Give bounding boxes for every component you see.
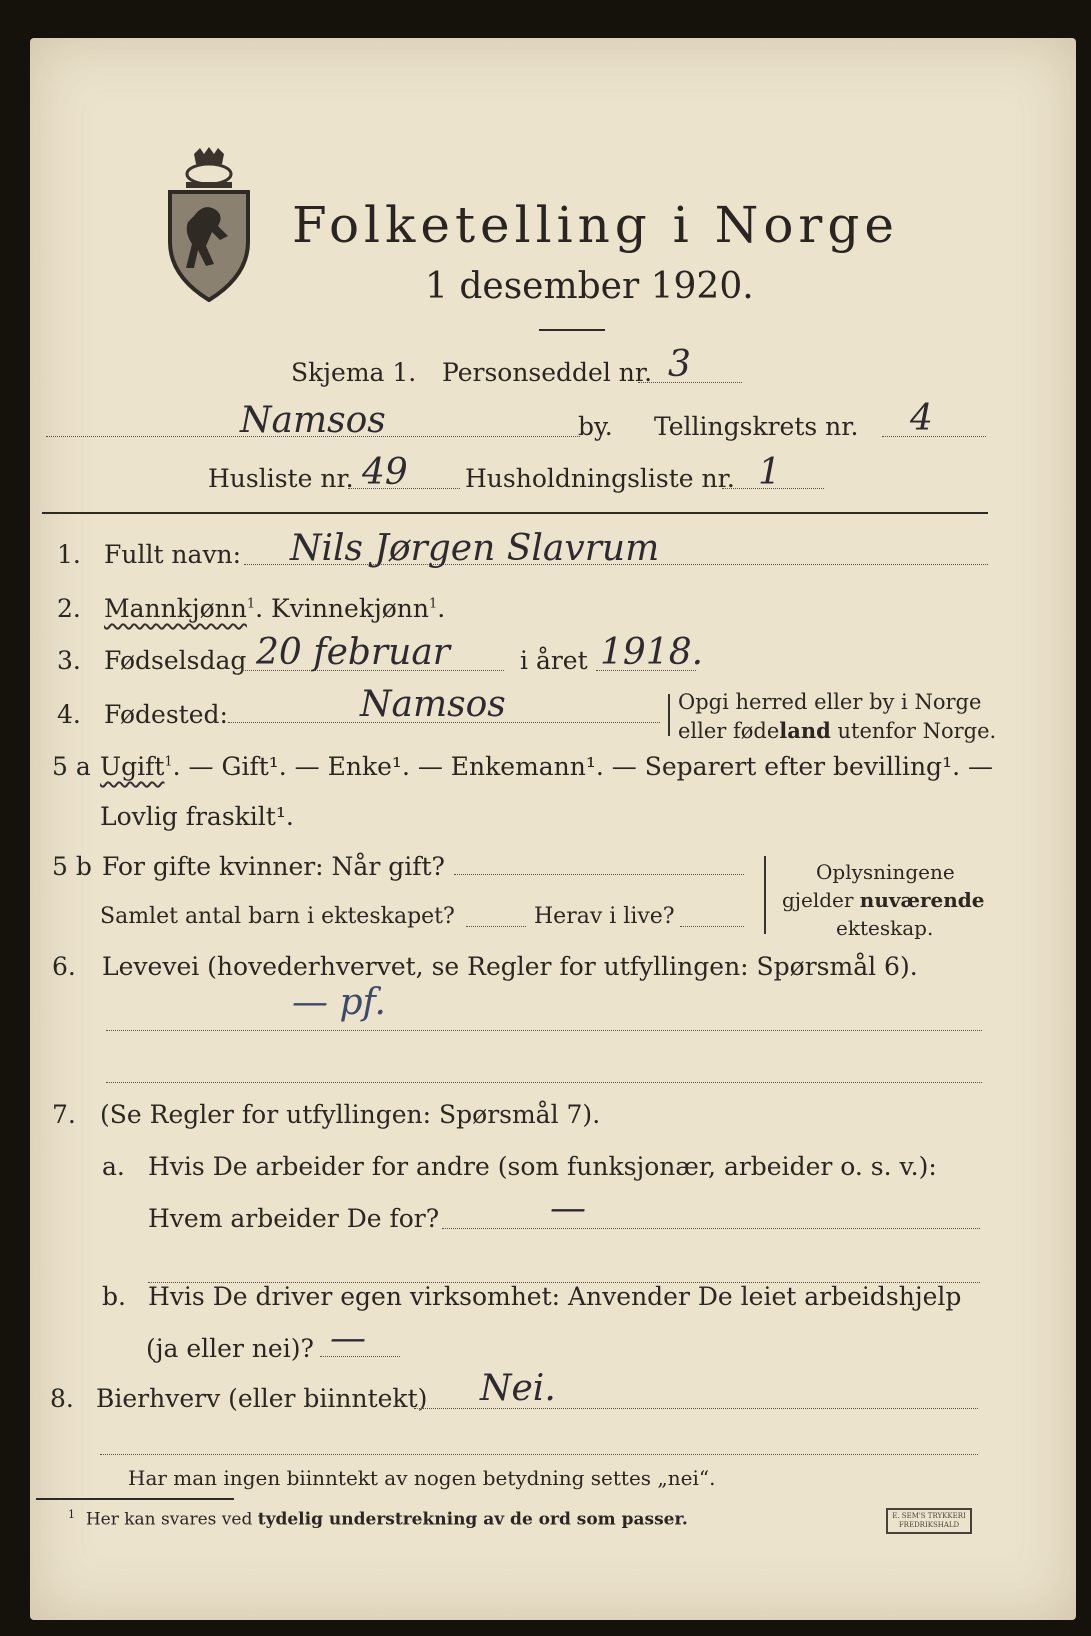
skjema-label: Skjema 1. — [291, 358, 417, 387]
q7b-line1: Hvis De driver egen virksomhet: Anvender De leiet arbeidshjelp — [148, 1282, 962, 1311]
q5b-brace — [764, 856, 766, 934]
census-form — [30, 38, 1076, 1620]
q7a-line1: Hvis De arbeider for andre (som funksjonær, arbeider o. s. v.): — [148, 1152, 937, 1181]
census-date: 1 desember 1920. — [425, 266, 754, 307]
q4-note-1: Opgi herred eller by i Norge — [678, 690, 982, 714]
full-name-value[interactable]: Nils Jørgen Slavrum — [290, 528, 660, 569]
q6-number: 6. — [52, 952, 76, 981]
q5a-options: Ugift$^1$. — Gift¹. — Enke¹. — Enkemann¹. — Separert efter bevilling¹. — — [100, 752, 993, 781]
by-value[interactable]: Namsos — [240, 400, 386, 441]
q7b-letter: b. — [102, 1282, 126, 1311]
q6-line-1 — [106, 1030, 982, 1031]
q8-label: Bierhverv (eller biinntekt) — [96, 1384, 428, 1413]
q5b-note-3: ekteskap. — [836, 916, 934, 940]
personseddel-value[interactable]: 3 — [668, 344, 691, 385]
coat-of-arms-icon — [164, 146, 254, 302]
q7b-line2: (ja eller nei)? — [146, 1334, 314, 1363]
employer-value[interactable]: — — [550, 1188, 586, 1229]
q5b-line2a: Samlet antal barn i ekteskapet? — [100, 904, 455, 929]
q1-label: Fullt navn: — [104, 540, 242, 569]
q6-label: Levevei (hovederhvervet, se Regler for utfyllingen: Spørsmål 6). — [102, 952, 918, 981]
footnote-rule — [36, 1498, 234, 1500]
q5b-note-1: Oplysningene — [816, 860, 955, 884]
footnote: $^1$ Her kan svares ved tydelig understrekning av de ord som passer. — [68, 1508, 688, 1530]
ugift-option[interactable]: Ugift — [100, 752, 165, 781]
birth-place-value[interactable]: Namsos — [360, 684, 506, 725]
personseddel-label: Personseddel nr. — [442, 358, 653, 387]
q3-number: 3. — [57, 646, 81, 675]
birth-year-value[interactable]: 1918. — [600, 632, 704, 673]
q4-brace — [668, 694, 670, 736]
q5b-line2b: Herav i live? — [534, 904, 675, 929]
by-label: by. — [578, 412, 613, 441]
q2-end: . — [437, 594, 446, 623]
q3-label: Fødselsdag — [104, 646, 247, 675]
header-rule — [42, 512, 988, 514]
q7-number: 7. — [52, 1100, 76, 1129]
q5b-number: 5 b — [52, 852, 92, 881]
q4-note-2: eller fødeland utenfor Norge. — [678, 718, 997, 743]
q5b-children-line — [466, 926, 526, 927]
q1-number: 1. — [57, 540, 81, 569]
q7a-line — [442, 1228, 980, 1229]
q6-line-2 — [106, 1082, 982, 1083]
q5a-number: 5 a — [52, 752, 91, 781]
q5a-other-options[interactable]: . — Gift¹. — Enke¹. — Enkemann¹. — Separert efter bevilling¹. — — [172, 752, 993, 781]
husholdning-label: Husholdningsliste nr. — [465, 464, 735, 493]
tellingskrets-value[interactable]: 4 — [910, 398, 933, 439]
male-option[interactable]: Mannkjønn — [104, 594, 247, 623]
tellingskrets-line — [882, 436, 986, 437]
side-income-value[interactable]: Nei. — [480, 1368, 556, 1409]
husholdning-value[interactable]: 1 — [758, 452, 781, 493]
footer-note: Har man ingen biinntekt av nogen betydning settes „nei“. — [128, 1466, 716, 1490]
q5a-line2[interactable]: Lovlig fraskilt¹. — [100, 802, 294, 831]
tellingskrets-label: Tellingskrets nr. — [654, 412, 859, 441]
husliste-value[interactable]: 49 — [362, 452, 408, 493]
q5b-alive-line — [680, 926, 744, 927]
occupation-value[interactable]: — pf. — [292, 982, 386, 1023]
printer-stamp: E. SEM'S TRYKKERI FREDRIKSHALD — [886, 1508, 972, 1534]
female-option[interactable]: . Kvinnekjønn — [255, 594, 429, 623]
q5b-married-line — [454, 874, 744, 875]
q4-label: Fødested: — [104, 700, 228, 729]
q7-label: (Se Regler for utfyllingen: Spørsmål 7). — [100, 1100, 601, 1129]
q8-line-2 — [100, 1454, 978, 1455]
q7a-letter: a. — [102, 1152, 125, 1181]
q5b-note-2: gjelder nuværende — [782, 888, 985, 912]
q4-number: 4. — [57, 700, 81, 729]
q8-number: 8. — [50, 1384, 74, 1413]
birth-day-value[interactable]: 20 februar — [256, 632, 450, 673]
title-divider — [539, 329, 605, 331]
husliste-label: Husliste nr. — [208, 464, 354, 493]
q2-options: Mannkjønn$^1$. Kvinnekjønn$^1$. — [104, 594, 446, 623]
q2-number: 2. — [57, 594, 81, 623]
q5b-line1: For gifte kvinner: Når gift? — [102, 852, 445, 881]
q3-year-label: i året — [520, 646, 588, 675]
form-title: Folketelling i Norge — [292, 196, 899, 254]
hired-help-value[interactable]: — — [330, 1318, 366, 1359]
q7a-line2: Hvem arbeider De for? — [148, 1204, 440, 1233]
